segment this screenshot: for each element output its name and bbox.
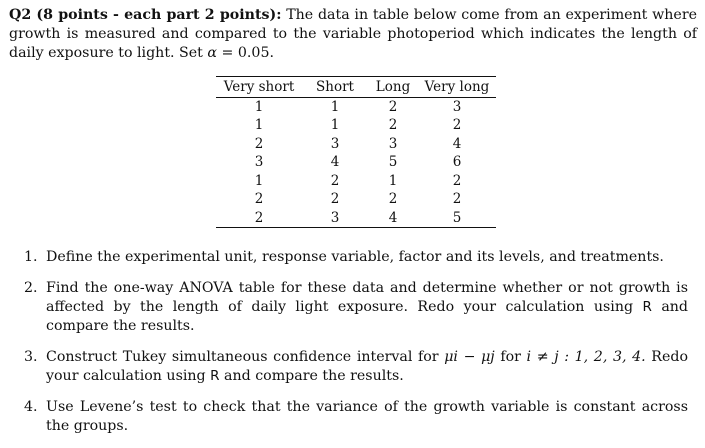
table-cell: 2 bbox=[254, 135, 264, 152]
data-table bbox=[216, 76, 496, 228]
table-header-row bbox=[216, 77, 496, 98]
question-item-4 bbox=[24, 398, 688, 436]
table-row bbox=[216, 97, 496, 116]
question-number: 3. bbox=[24, 349, 38, 365]
r-software-name: R bbox=[642, 299, 652, 315]
question-number: 4. bbox=[24, 399, 38, 415]
table-cell: 1 bbox=[254, 98, 264, 115]
table-cell: 5 bbox=[418, 209, 496, 228]
table-cell: 1 bbox=[254, 172, 264, 189]
index-condition-math: i ≠ j : 1, 2, 3, 4. bbox=[526, 349, 646, 365]
table-cell: 4 bbox=[452, 135, 462, 152]
question-text: and compare the results. bbox=[46, 299, 688, 334]
table-cell: 5 bbox=[388, 154, 398, 170]
question-text: Find the one-way ANOVA table for these data and determine whether or not growth is affected by the length of daily light exposure. Redo your calculation using bbox=[46, 280, 688, 315]
table-cell: 2 bbox=[216, 209, 302, 228]
column-header-very-long: Very long bbox=[418, 77, 496, 98]
table-cell: 1 bbox=[330, 98, 340, 115]
mean-difference-math: μi − μj bbox=[444, 349, 495, 365]
question-text: Define the experimental unit, response variable, factor and its levels, and treatments. bbox=[46, 249, 664, 265]
table-cell: 2 bbox=[330, 172, 340, 189]
alpha-symbol: α bbox=[207, 45, 217, 61]
table-cell: 2 bbox=[452, 117, 462, 133]
table-cell: 2 bbox=[388, 98, 398, 115]
table-row bbox=[216, 190, 496, 209]
question-item-1 bbox=[24, 248, 688, 267]
alpha-value: = 0.05. bbox=[216, 45, 274, 61]
column-header-very-short: Very short bbox=[216, 77, 302, 98]
question-number: 2. bbox=[24, 280, 38, 296]
table-cell: 2 bbox=[330, 191, 340, 207]
question-text: for bbox=[494, 349, 527, 365]
question-item-3 bbox=[24, 348, 688, 386]
table-row bbox=[216, 153, 496, 172]
question-text: Redo your calculation using bbox=[46, 349, 688, 384]
column-header-short: Short bbox=[302, 77, 368, 98]
table-cell: 2 bbox=[254, 191, 264, 207]
table-cell: 3 bbox=[330, 135, 340, 152]
column-header-long: Long bbox=[368, 77, 418, 98]
table-row bbox=[216, 209, 496, 228]
table-cell: 1 bbox=[330, 117, 340, 133]
table-cell: 4 bbox=[330, 154, 340, 170]
table-cell: 1 bbox=[388, 172, 398, 189]
table-cell: 3 bbox=[302, 209, 368, 228]
question-text: Use Levene’s test to check that the variance of the growth variable is constant across the groups. bbox=[46, 399, 688, 434]
question-text: and compare the results. bbox=[219, 368, 404, 384]
table-cell: 2 bbox=[388, 117, 398, 133]
r-software-name: R bbox=[210, 368, 220, 384]
table-cell: 2 bbox=[452, 191, 462, 207]
table-row bbox=[216, 116, 496, 135]
table-row bbox=[216, 172, 496, 191]
table-cell: 3 bbox=[388, 135, 398, 152]
table-cell: 2 bbox=[388, 191, 398, 207]
question-text: Construct Tukey simultaneous confidence interval for bbox=[46, 349, 445, 365]
table-cell: 6 bbox=[452, 154, 462, 170]
table-cell: 2 bbox=[452, 172, 462, 189]
intro-text: The data in table below come from an experiment where growth is measured and compared to the variable photoperiod which indicates the length of daily exposure to light. Set bbox=[9, 7, 698, 61]
question-item-2 bbox=[24, 279, 688, 336]
table-row bbox=[216, 135, 496, 154]
table-cell: 3 bbox=[452, 98, 462, 115]
table-cell: 4 bbox=[368, 209, 418, 228]
question-list bbox=[24, 248, 688, 448]
question-number: 1. bbox=[24, 249, 38, 265]
table-cell: 3 bbox=[254, 154, 264, 170]
table-cell: 1 bbox=[254, 117, 264, 133]
question-intro bbox=[9, 6, 697, 63]
question-heading: Q2 (8 points - each part 2 points): bbox=[9, 7, 282, 23]
